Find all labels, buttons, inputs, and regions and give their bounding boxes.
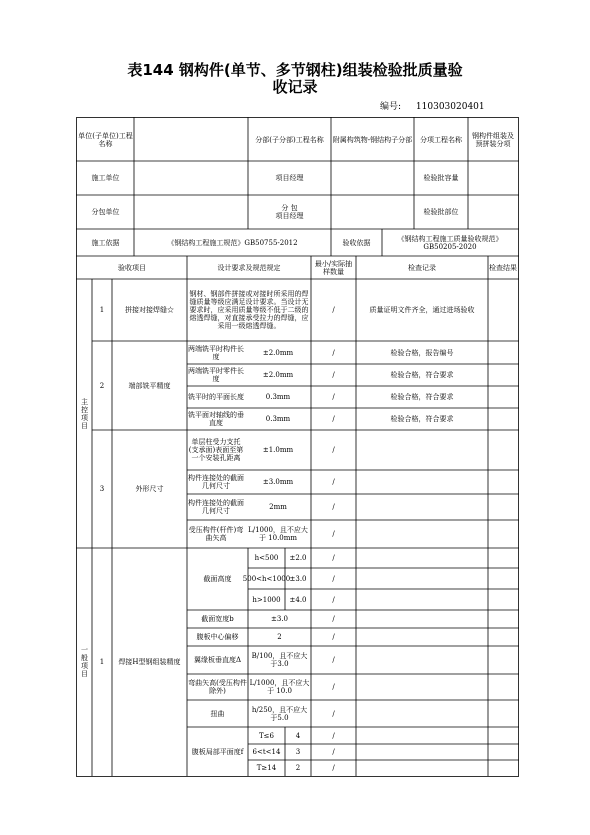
main-r2-sub-name: 铣平面对轴线的垂直度 — [188, 411, 244, 427]
accept-basis-value: 《钢结构工程施工质量验收规范》GB50205-2020 — [397, 234, 503, 251]
flat-cond: 6<t<14 — [252, 748, 281, 756]
main-r2-sub-samp: / — [332, 415, 335, 423]
item-value: 钢构件组装及预拼装分项 — [472, 131, 514, 148]
main-r3-sub-name: 单层柱受力支托(支承面)表面至第一个安装孔距离 — [188, 438, 244, 462]
flat-samp: / — [332, 748, 335, 756]
height-cond: h<500 — [254, 554, 279, 562]
item-label: 分项工程名称 — [420, 135, 462, 144]
main-r3-no: 3 — [99, 485, 105, 493]
main-r1-name: 拼接对接焊缝☆ — [125, 306, 174, 314]
main-r3-sub-samp: / — [332, 530, 335, 538]
main-r2-sub-rec: 检验合格，符合要求 — [390, 371, 454, 379]
col-sampling: 最小/实际抽样数量 — [314, 259, 353, 276]
web-val: 2 — [277, 633, 282, 641]
height-label: 截面高度 — [203, 575, 232, 583]
height-samp: / — [332, 554, 335, 562]
width-val: ±3.0 — [271, 615, 288, 623]
basis-label: 施工依据 — [91, 238, 120, 247]
sub-manager-label: 分 包 项目经理 — [275, 204, 304, 220]
col-requirement: 设计要求及规范规定 — [217, 263, 281, 272]
flat-cond: T≥14 — [256, 764, 277, 772]
flat-cond: T≤6 — [259, 731, 274, 740]
height-val: ±2.0 — [289, 554, 307, 562]
main-r3-sub-samp: / — [332, 503, 335, 511]
batch-capacity-label: 检验批容量 — [423, 174, 459, 182]
batch-location-label: 检验批部位 — [423, 208, 459, 216]
basis-value: 《钢结构工程施工规范》GB50755-2012 — [167, 238, 298, 247]
bend-val: L/1000，且不应大于 10.0 — [249, 679, 310, 695]
main-r2-sub-name: 两端铣平时构件长度 — [188, 344, 244, 361]
main-r2-sub-rec: 检验合格，符合要求 — [390, 415, 454, 423]
main-r2-no: 2 — [99, 381, 105, 390]
col-record: 检查记录 — [408, 263, 436, 272]
flat-val: 3 — [295, 748, 301, 756]
main-r3-sub-samp: / — [332, 446, 335, 454]
main-r2-sub-req: 0.3mm — [265, 415, 291, 423]
main-r3-sub-name: 构件连接处的截面几何尺寸 — [188, 499, 244, 515]
height-samp: / — [332, 595, 335, 604]
flange-samp: / — [332, 656, 335, 664]
main-r3-sub-samp: / — [332, 478, 335, 486]
construction-unit-label: 施工单位 — [91, 174, 120, 182]
main-r3-name: 外形尺寸 — [135, 485, 164, 493]
main-r2-sub-samp: / — [332, 348, 335, 357]
bend-samp: / — [332, 683, 335, 691]
main-r3-sub-req: ±1.0mm — [262, 446, 294, 454]
flange-val: B/100，且不应大于3.0 — [251, 652, 308, 668]
subunit-label: 分部(子分部)工程名称 — [255, 135, 324, 144]
width-samp: / — [332, 615, 335, 623]
main-r2-sub-req: ±2.0mm — [262, 371, 294, 379]
height-samp: / — [332, 574, 335, 583]
twist-label: 扭曲 — [210, 709, 225, 718]
main-r2-sub-req: 0.3mm — [265, 393, 291, 401]
flat-val: 2 — [295, 764, 301, 772]
twist-val: h/250，且不应大于5.0 — [251, 705, 308, 722]
col-result: 检查结果 — [489, 263, 517, 272]
title-line-2: 收记录 — [272, 78, 318, 96]
main-r3-sub-req: 2mm — [269, 503, 287, 511]
flat-label: 腹板局部平面度f — [191, 747, 244, 756]
main-r1-sampling: / — [332, 306, 335, 314]
web-samp: / — [332, 633, 335, 641]
flat-val: 4 — [295, 731, 301, 740]
general-items-label: 一般项目 — [80, 646, 89, 678]
main-r2-sub-samp: / — [332, 371, 335, 379]
main-r1-no: 1 — [99, 306, 105, 314]
unit-value[interactable] — [134, 118, 248, 161]
main-r3-sub-name: 构件连接处的截面几何尺寸 — [188, 474, 244, 490]
code-value: 110303020401 — [415, 102, 485, 112]
sub-unit-label: 分包单位 — [91, 208, 120, 216]
main-r3-sub-req: L/1000，且不应大于 10.0mm — [248, 526, 308, 542]
height-val: ±3.0 — [289, 574, 307, 583]
code-label: 编号: — [380, 102, 402, 112]
main-r2-sub-samp: / — [332, 393, 335, 401]
height-val: ±4.0 — [289, 595, 307, 604]
web-label: 腹板中心偏移 — [196, 633, 239, 641]
main-r2-sub-name: 两端铣平时零件长度 — [188, 367, 244, 383]
main-r3-sub-req: ±3.0mm — [262, 478, 294, 486]
unit-label: 单位(子单位)工程名称 — [78, 131, 133, 148]
main-r2-sub-req: ±2.0mm — [262, 348, 294, 357]
general-name: 焊接H型钢组装精度 — [118, 658, 181, 666]
main-r2-sub-name: 铣平时的平面长度 — [188, 393, 244, 401]
col-item: 验收项目 — [118, 263, 146, 272]
flat-samp: / — [332, 731, 335, 740]
project-manager-label: 项目经理 — [275, 174, 304, 182]
main-r1-record: 质量证明文件齐全，通过进场验收 — [369, 306, 475, 314]
width-label: 截面宽度b — [201, 615, 234, 623]
height-cond: 500<h<1000 — [242, 574, 291, 583]
general-no: 1 — [99, 658, 105, 666]
accept-basis-label: 验收依据 — [342, 238, 371, 247]
flange-label: 翼缘板垂直度Δ — [193, 656, 242, 664]
main-r2-sub-rec: 检验合格，符合要求 — [390, 393, 454, 401]
main-r1-requirement: 钢材、钢部件拼接或对接时所采用的焊缝质量等级应满足设计要求。当设计无要求时，应采用质量等级不低于二级的熔透焊缝，对直接承受拉力的焊缝，应采用一级熔透焊缝。 — [189, 290, 309, 330]
main-r2-sub-rec: 检验合格，报告编号 — [390, 348, 454, 357]
main-r2-name: 端部铣平精度 — [128, 381, 171, 390]
height-cond: h>1000 — [252, 595, 281, 604]
attached-label: 附属构筑物-钢结构子分部 — [332, 135, 413, 144]
title-line-1: 表144 钢构件(单节、多节钢柱)组装检验批质量验 — [127, 61, 463, 79]
main-r3-sub-name: 受压构件(杆件)弯曲矢高 — [188, 526, 244, 542]
flat-samp: / — [332, 764, 335, 772]
twist-samp: / — [332, 709, 335, 718]
bend-label: 弯曲矢高(受压构件除外) — [188, 679, 247, 695]
main-items-label: 主控项目 — [80, 397, 89, 430]
